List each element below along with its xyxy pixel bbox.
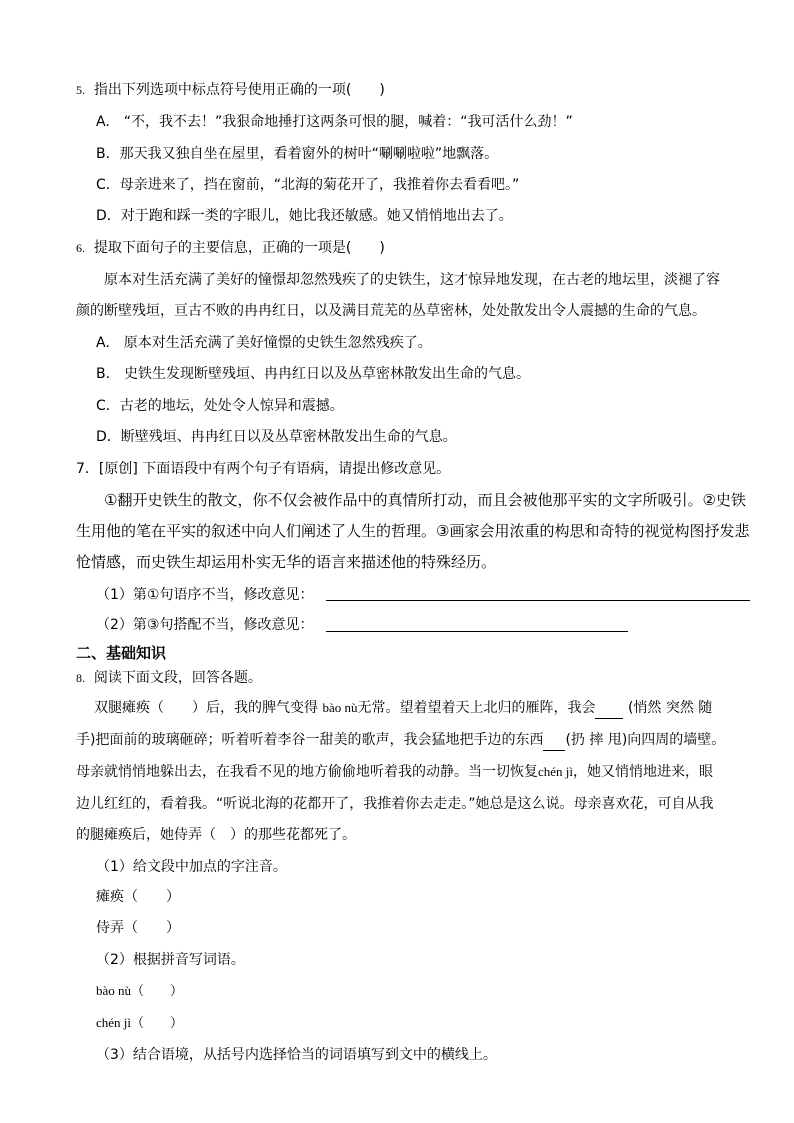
q8-sub2-item-chenji: chén jì（ ） bbox=[96, 1015, 184, 1030]
q8-pinyin-baonu: bào nù bbox=[322, 700, 358, 715]
q8-passage-line-1 bbox=[94, 698, 712, 719]
q8-sub2-item-baonu: bào nù（ ） bbox=[96, 983, 184, 998]
q5-option-b: B．那天我又独自坐在屋里，看着窗外的树叶“唰唰啦啦”地飘落。 bbox=[96, 146, 499, 162]
q8-sub1-item-tanhuan: 瘫痪（ ） bbox=[96, 889, 180, 905]
q6-stem-text: 提取下面句子的主要信息，正确的一项是( ) bbox=[93, 240, 385, 256]
q6-option-a: A. 原本对生活充满了美好憧憬的史铁生忽然残疾了。 bbox=[96, 335, 432, 351]
q8-passage-line-2 bbox=[76, 730, 725, 751]
q8-sub-question-2: （2）根据拼音写词语。 bbox=[96, 952, 245, 968]
q6-number: 6. bbox=[76, 241, 85, 255]
q8-sub-question-3: （3）结合语境，从括号内选择恰当的词语填写到文中的横线上。 bbox=[96, 1047, 497, 1063]
q5-option-a: A. “不，我不去！”我狠命地捶打这两条可恨的腿，喊着：“我可活什么劲！” bbox=[96, 114, 573, 130]
q6-option-b: B. 史铁生发现断壁残垣、冉冉红日以及丛草密林散发出生命的气息。 bbox=[96, 366, 531, 382]
q8-blank-2[interactable] bbox=[543, 730, 565, 751]
q8-passage-line-3 bbox=[76, 762, 713, 782]
q6-option-c: C．古老的地坛，处处令人惊异和震撼。 bbox=[96, 398, 344, 414]
q8-number: 8. bbox=[76, 671, 85, 685]
q5-stem bbox=[76, 80, 385, 100]
q8-passage-3b: ，她又悄悄地进来，眼 bbox=[573, 764, 714, 780]
q8-passage-2a: 手)把面前的玻璃砸碎；听着听着李谷一甜美的歌声，我会猛地把手边的东西 bbox=[76, 732, 544, 748]
q8-sub1-item-shinong: 侍弄（ ） bbox=[96, 920, 180, 936]
q6-passage-line-2: 颜的断壁残垣，亘古不败的冉冉红日，以及满目荒芜的丛草密林，处处散发出令人震撼的生命的气息。 bbox=[76, 303, 706, 319]
q8-passage-1c: (悄然 突然 随 bbox=[627, 700, 713, 716]
q8-passage-line-5: 的腿瘫痪后，她侍弄（ ）的那些花都死了。 bbox=[76, 827, 356, 843]
q5-number: 5. bbox=[76, 83, 85, 97]
q8-stem-text: 阅读下面文段，回答各题。 bbox=[93, 670, 262, 686]
q8-passage-1a: 双腿瘫痪（ ）后，我的脾气变得 bbox=[94, 700, 318, 716]
q8-sub-question-1: （1）给文段中加点的字注音。 bbox=[96, 859, 287, 875]
q7-answer-line-2[interactable] bbox=[326, 631, 628, 632]
q8-passage-1b: 无常。望着望着天上北归的雁阵，我会 bbox=[357, 700, 596, 716]
q7-sub-question-2: （2）第③句搭配不当，修改意见： bbox=[96, 617, 314, 633]
q7-passage-line-3: 怆情感，而史铁生却运用朴实无华的语言来描述他的特殊经历。 bbox=[76, 553, 497, 571]
q5-option-c: C．母亲进来了，挡在窗前，“北海的菊花开了，我推着你去看看吧。” bbox=[96, 177, 520, 193]
q6-option-d: D．断壁残垣、冉冉红日以及丛草密林散发出生命的气息。 bbox=[96, 429, 457, 445]
q8-passage-line-4: 边儿红红的，看着我。“听说北海的花都开了，我推着你去走走。”她总是这么说。母亲喜欢花，可自从我 bbox=[76, 796, 714, 812]
q7-stem: 7．[原创] 下面语段中有两个句子有语病，请提出修改意见。 bbox=[76, 461, 451, 477]
q5-stem-text: 指出下列选项中标点符号使用正确的一项( ) bbox=[93, 82, 385, 98]
q8-blank-1[interactable] bbox=[595, 698, 623, 719]
q7-answer-line-1[interactable] bbox=[326, 600, 750, 601]
q8-stem bbox=[76, 668, 262, 688]
q6-stem bbox=[76, 238, 385, 258]
q7-passage-line-2: 生用他的笔在平实的叙述中向人们阐述了人生的哲理。③画家会用浓重的构思和奇特的视觉构图抒发悲 bbox=[76, 522, 750, 540]
q7-passage-line-1: ①翻开史铁生的散文，你不仅会被作品中的真情所打动，而且会被他那平实的文字所吸引。②史铁 bbox=[104, 491, 746, 509]
q8-passage-2b: (扔 摔 甩)向四周的墙壁。 bbox=[565, 732, 726, 748]
q8-pinyin-chenji: chén jì bbox=[538, 764, 574, 779]
q8-passage-3a: 母亲就悄悄地躲出去，在我看不见的地方偷偷地听着我的动静。当一切恢复 bbox=[76, 764, 538, 780]
section-heading-basic-knowledge: 二、基础知识 bbox=[76, 644, 167, 662]
q5-option-d: D．对于跑和踩一类的字眼儿，她比我还敏感。她又悄悄地出去了。 bbox=[96, 208, 513, 224]
q6-passage-line-1: 原本对生活充满了美好的憧憬却忽然残疾了的史铁生，这才惊异地发现，在古老的地坛里，淡褪了容 bbox=[104, 272, 720, 288]
q7-sub-question-1: （1）第①句语序不当，修改意见： bbox=[96, 587, 314, 603]
